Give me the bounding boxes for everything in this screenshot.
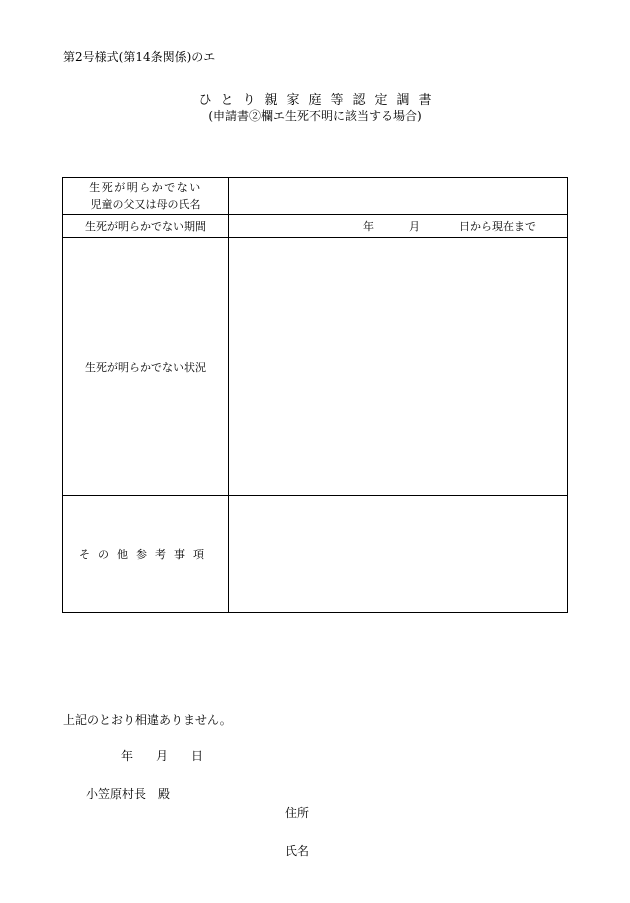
label-other-notes: その他参考事項 [63,496,229,613]
form-number: 第2号様式(第14条関係)のエ [63,50,216,64]
label-situation: 生死が明らかでない状況 [63,238,229,496]
date-month-label: 月 [156,749,169,763]
table-row-situation [63,238,568,496]
address-label: 住所 [285,806,310,820]
field-period[interactable] [229,215,568,238]
label-parent-name-line1: 生死が明らかでない [89,181,202,194]
field-parent-name[interactable] [229,178,568,215]
date-day-label: 日 [191,749,204,763]
name-label: 氏名 [285,844,310,858]
period-month-label: 月 [409,220,420,233]
period-year-label: 年 [363,220,374,233]
label-parent-name [63,178,229,215]
table-row-parent-name [63,178,568,215]
table-row-other-notes [63,496,568,613]
period-day-label: 日から現在まで [459,220,536,233]
statement-text: 上記のとおり相違ありません。 [63,713,232,727]
date-year-label: 年 [121,749,134,763]
table-row-period [63,215,568,238]
document-title: ひとり親家庭等認定調書 [198,93,441,108]
field-situation[interactable] [229,238,568,496]
certification-table [62,177,568,613]
field-other-notes[interactable] [229,496,568,613]
label-parent-name-line2: 児童の父又は母の氏名 [90,198,201,211]
addressee: 小笠原村長 殿 [86,787,171,801]
document-subtitle: (申請書②欄エ生死不明に該当する場合) [208,109,422,123]
label-period: 生死が明らかでない期間 [63,215,229,238]
